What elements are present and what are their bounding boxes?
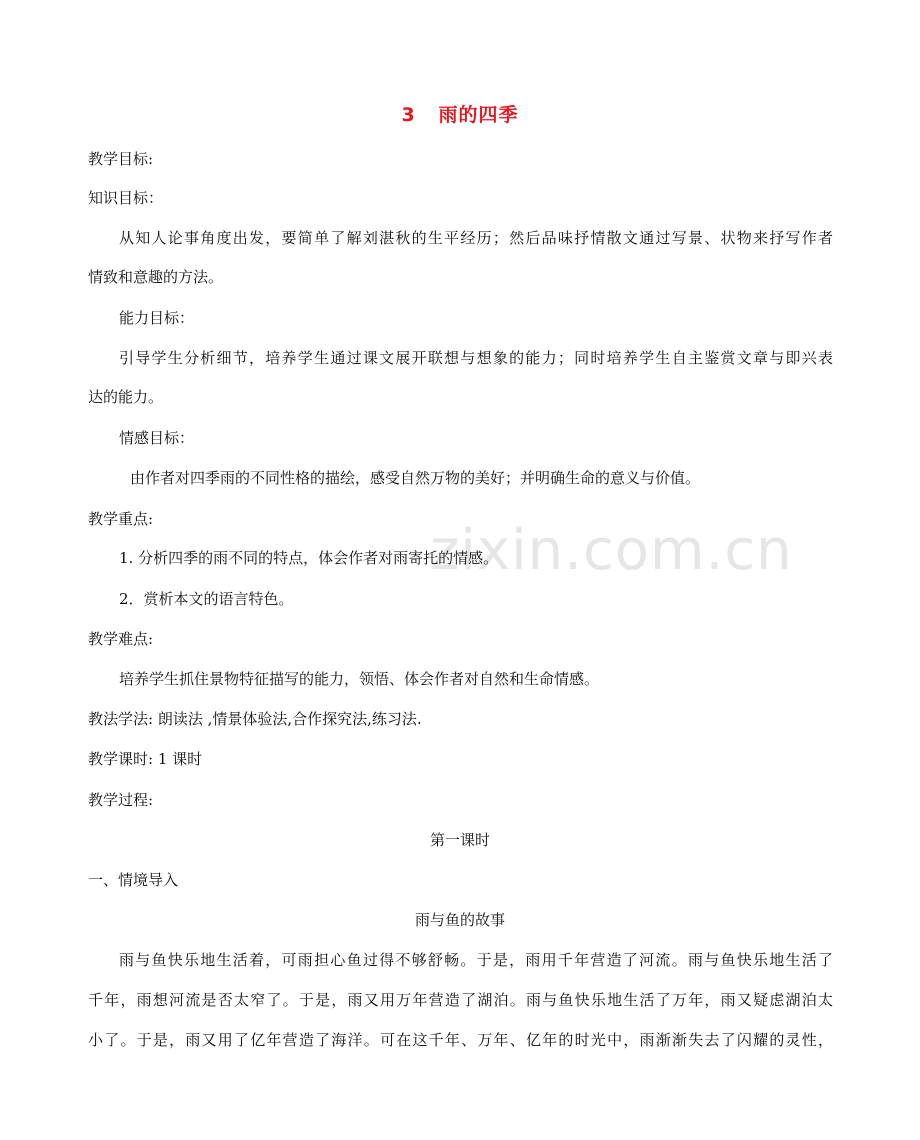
watermark: zixin.com.cn (430, 518, 793, 583)
paragraph-ability-line2: 达的能力。 (88, 388, 164, 406)
teaching-methods: 教法学法: 朗读法 ,情景体验法,合作探究法,练习法. (88, 710, 422, 728)
teaching-hours: 教学课时: 1 课时 (88, 750, 203, 768)
heading-teaching-goals: 教学目标: (88, 150, 154, 168)
paragraph-emotion: 由作者对四季雨的不同性格的描绘，感受自然万物的美好；并明确生命的意义与价值。 (130, 469, 701, 487)
key-point-2: 2．赏析本文的语言特色。 (119, 590, 294, 608)
paragraph-difficulties: 培养学生抓住景物特征描写的能力，领悟、体会作者对自然和生命情感。 (119, 670, 600, 688)
heading-process: 教学过程: (88, 791, 154, 809)
heading-knowledge-goals: 知识目标： (88, 189, 164, 207)
heading-emotion-goals: 情感目标： (119, 429, 195, 447)
paragraph-ability-line1: 引导学生分析细节，培养学生通过课文展开联想与想象的能力；同时培养学生自主鉴赏文章与即兴表 (119, 349, 833, 367)
heading-difficulties: 教学难点: (88, 630, 154, 648)
heading-key-points: 教学重点: (88, 510, 154, 528)
story-line-3: 小了。于是，雨又用了亿年营造了海洋。可在这千年、万年、亿年的时光中，雨渐渐失去了闪耀的灵性， (88, 1031, 833, 1049)
heading-introduction: 一、情境导入 (88, 871, 179, 889)
story-title: 雨与鱼的故事 (414, 911, 505, 929)
key-point-1: 1. 分析四季的雨不同的特点，体会作者对雨寄托的情感。 (119, 549, 499, 567)
paragraph-knowledge-line2: 情致和意趣的方法。 (88, 268, 224, 286)
story-line-2: 千年，雨想河流是否太窄了。于是，雨又用万年营造了湖泊。雨与鱼快乐地生活了万年，雨又疑虑湖泊太 (88, 991, 833, 1009)
heading-ability-goals: 能力目标： (119, 309, 195, 327)
story-line-1: 雨与鱼快乐地生活着，可雨担心鱼过得不够舒畅。于是，雨用千年营造了河流。雨与鱼快乐地生活了 (119, 951, 833, 969)
page-title: 3 雨的四季 (401, 104, 519, 126)
section-first-lesson: 第一课时 (429, 831, 490, 849)
paragraph-knowledge-line1: 从知人论事角度出发，要简单了解刘湛秋的生平经历；然后品味抒情散文通过写景、状物来抒写作者 (119, 229, 833, 247)
